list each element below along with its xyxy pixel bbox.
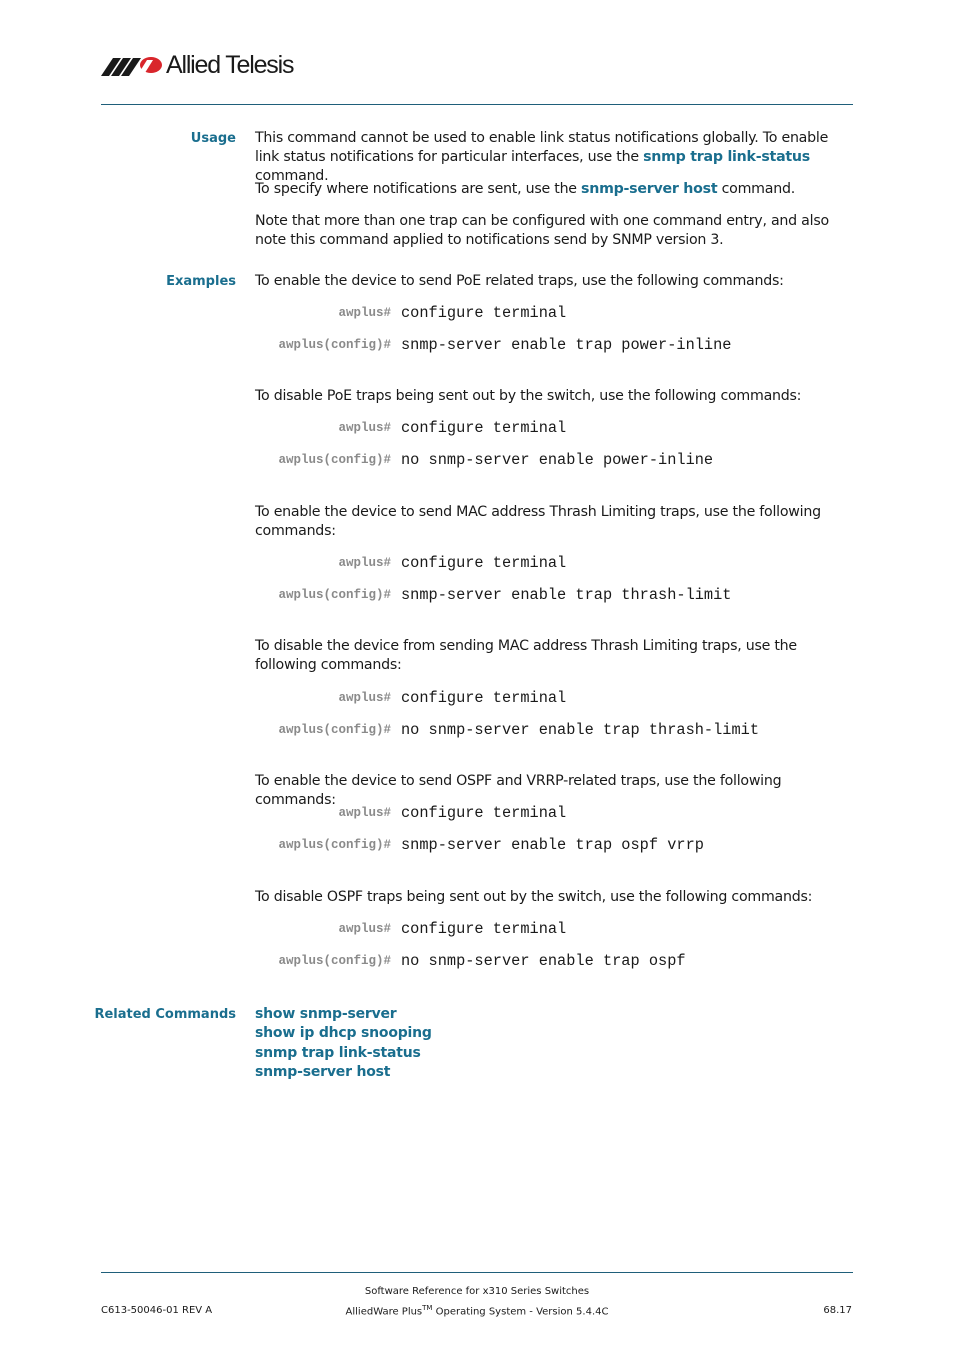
example-description: To enable the device to send OSPF and VRRP-related traps, use the following commands: bbox=[255, 773, 782, 808]
usage-text: command. bbox=[717, 181, 795, 197]
command-line bbox=[255, 336, 855, 356]
link-snmp-server-host[interactable]: snmp-server host bbox=[581, 181, 718, 197]
examples-label: Examples bbox=[166, 274, 236, 289]
related-link-snmp-server-host[interactable]: snmp-server host bbox=[255, 1063, 391, 1080]
link-snmp-trap-link-status[interactable]: snmp trap link-status bbox=[643, 149, 810, 165]
cli-prompt: awplus(config)# bbox=[278, 338, 391, 352]
related-commands-label: Related Commands bbox=[94, 1007, 236, 1022]
command-line bbox=[255, 586, 855, 606]
command-line bbox=[255, 920, 855, 940]
cli-prompt: awplus(config)# bbox=[278, 588, 391, 602]
usage-paragraph-2 bbox=[255, 180, 855, 199]
command-line bbox=[255, 804, 855, 824]
related-link-show-ip-dhcp-snooping[interactable]: show ip dhcp snooping bbox=[255, 1025, 432, 1042]
cli-command: snmp-server enable trap power-inline bbox=[401, 336, 732, 354]
brand-name: Allied Telesis bbox=[166, 51, 294, 79]
related-commands-list bbox=[255, 1005, 432, 1082]
example-description: To enable the device to send PoE related traps, use the following commands: bbox=[255, 273, 784, 289]
cli-prompt: awplus# bbox=[338, 922, 391, 936]
footer-doc-id: C613-50046-01 REV A bbox=[101, 1305, 213, 1316]
usage-text: This command cannot be used to enable link status notifications globally. To enable link status notifications for particular interfaces, use the bbox=[255, 130, 829, 165]
allied-telesis-mark-icon bbox=[101, 54, 163, 76]
footer-page-number: 68.17 bbox=[823, 1305, 852, 1316]
header-rule bbox=[101, 104, 853, 105]
command-line bbox=[255, 304, 855, 324]
allied-telesis-logo bbox=[101, 50, 293, 80]
command-line bbox=[255, 451, 855, 471]
command-line bbox=[255, 554, 855, 574]
example-description: To disable the device from sending MAC address Thrash Limiting traps, use the following commands: bbox=[255, 638, 797, 673]
usage-text: To specify where notifications are sent, use the bbox=[255, 181, 582, 197]
cli-command: configure terminal bbox=[401, 689, 567, 707]
cli-command: configure terminal bbox=[401, 304, 567, 322]
cli-command: configure terminal bbox=[401, 804, 567, 822]
cli-prompt: awplus(config)# bbox=[278, 838, 391, 852]
cli-command: configure terminal bbox=[401, 419, 567, 437]
usage-paragraph-1 bbox=[255, 129, 855, 186]
cli-prompt: awplus# bbox=[338, 421, 391, 435]
cli-prompt: awplus# bbox=[338, 556, 391, 570]
cli-command: snmp-server enable trap ospf vrrp bbox=[401, 836, 704, 854]
cli-prompt: awplus(config)# bbox=[278, 453, 391, 467]
command-line bbox=[255, 419, 855, 439]
cli-command: no snmp-server enable trap thrash-limit bbox=[401, 721, 760, 739]
cli-prompt: awplus# bbox=[338, 306, 391, 320]
cli-command: no snmp-server enable trap ospf bbox=[401, 952, 686, 970]
cli-prompt: awplus# bbox=[338, 806, 391, 820]
footer-product: AlliedWare Plus bbox=[345, 1306, 423, 1318]
cli-command: snmp-server enable trap thrash-limit bbox=[401, 586, 732, 604]
footer-title: Software Reference for x310 Series Switches bbox=[364, 1286, 590, 1297]
cli-command: configure terminal bbox=[401, 920, 567, 938]
cli-command: configure terminal bbox=[401, 554, 567, 572]
command-line bbox=[255, 836, 855, 856]
related-link-snmp-trap-link-status[interactable]: snmp trap link-status bbox=[255, 1044, 421, 1061]
footer-version: Operating System - Version 5.4.4C bbox=[432, 1306, 609, 1318]
command-line bbox=[255, 689, 855, 709]
usage-label: Usage bbox=[190, 131, 236, 146]
related-link-show-snmp-server[interactable]: show snmp-server bbox=[255, 1006, 397, 1022]
usage-paragraph-3: Note that more than one trap can be configured with one command entry, and also note this command applied to notifications send by SNMP version 3. bbox=[255, 213, 829, 248]
example-description: To disable PoE traps being sent out by the switch, use the following commands: bbox=[255, 388, 802, 404]
example-description: To disable OSPF traps being sent out by the switch, use the following commands: bbox=[255, 889, 813, 905]
command-line bbox=[255, 721, 855, 741]
cli-command: no snmp-server enable power-inline bbox=[401, 451, 714, 469]
trademark-mark: TM bbox=[422, 1304, 433, 1312]
footer-rule bbox=[101, 1272, 853, 1273]
command-line bbox=[255, 952, 855, 972]
cli-prompt: awplus(config)# bbox=[278, 954, 391, 968]
cli-prompt: awplus# bbox=[338, 691, 391, 705]
usage-text: command. bbox=[255, 168, 329, 184]
cli-prompt: awplus(config)# bbox=[278, 723, 391, 737]
example-description: To enable the device to send MAC address Thrash Limiting traps, use the following commands: bbox=[255, 504, 821, 539]
